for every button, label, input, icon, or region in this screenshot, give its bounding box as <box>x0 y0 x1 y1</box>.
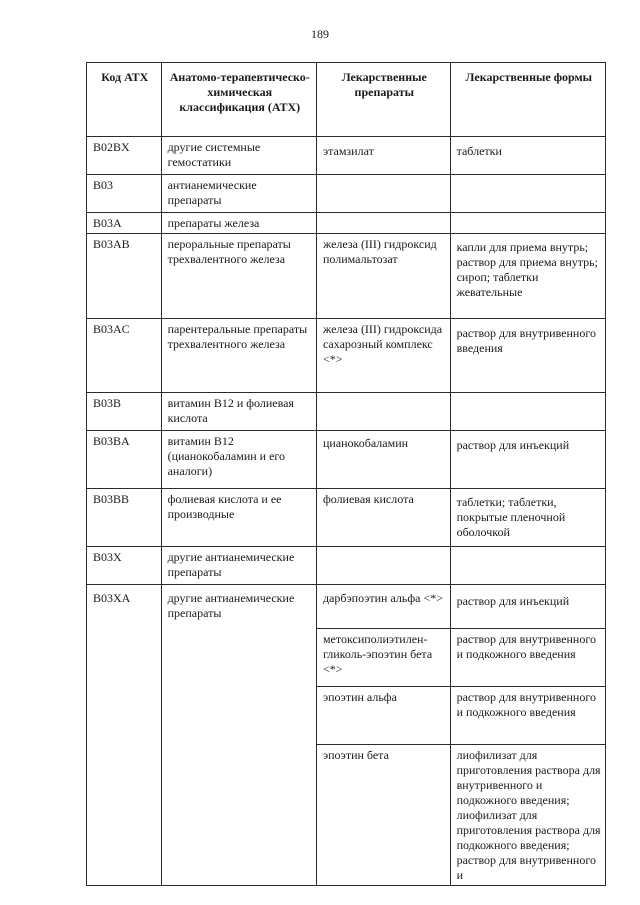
drug-cell <box>316 393 450 431</box>
classification-cell: другие системные гемостатики <box>161 137 316 175</box>
form-cell <box>450 175 605 213</box>
atx-code-cell: B03BB <box>87 489 162 547</box>
atx-code-cell: B03XA <box>87 585 162 886</box>
header-drugs: Лекарственные препараты <box>316 63 450 137</box>
header-atx-classification: Анатомо-терапевтическо-химическая классификация (АТХ) <box>161 63 316 137</box>
drug-cell: фолиевая кислота <box>316 489 450 547</box>
form-cell <box>450 213 605 234</box>
table-row <box>87 431 606 489</box>
atx-code-cell: B03A <box>87 213 162 234</box>
classification-cell: фолиевая кислота и ее производные <box>161 489 316 547</box>
form-cell: лиофилизат для приготовления раствора для внутривенного и подкожного введения; лиофилизат для приготовления раствора для подкожного введения; раствор для внутривенного и <box>450 745 605 886</box>
form-cell: раствор для инъекций <box>450 585 605 629</box>
drug-cell: этамзилат <box>316 137 450 175</box>
header-atx-code: Код АТХ <box>87 63 162 137</box>
atx-code-cell: B02BX <box>87 137 162 175</box>
table-row <box>87 547 606 585</box>
table-row <box>87 489 606 547</box>
classification-cell: антианемические препараты <box>161 175 316 213</box>
page-number: 189 <box>311 27 329 41</box>
table-row <box>87 585 606 629</box>
form-cell: раствор для внутривенного введения <box>450 319 605 393</box>
drug-cell: дарбэпоэтин альфа <*> <box>316 585 450 629</box>
drug-cell: эпоэтин альфа <box>316 687 450 745</box>
header-dosage-forms: Лекарственные формы <box>450 63 605 137</box>
classification-cell: пероральные препараты трехвалентного железа <box>161 234 316 319</box>
form-cell: раствор для внутривенного и подкожного введения <box>450 629 605 687</box>
classification-cell: парентеральные препараты трехвалентного железа <box>161 319 316 393</box>
atx-code-cell: B03AC <box>87 319 162 393</box>
form-cell: раствор для инъекций <box>450 431 605 489</box>
classification-cell: другие антианемические препараты <box>161 585 316 886</box>
drug-cell: цианокобаламин <box>316 431 450 489</box>
form-cell: капли для приема внутрь; раствор для приема внутрь; сироп; таблетки жевательные <box>450 234 605 319</box>
atx-code-cell: B03X <box>87 547 162 585</box>
table-row <box>87 213 606 234</box>
drug-cell: метоксиполиэтилен-гликоль-эпоэтин бета <*> <box>316 629 450 687</box>
table-row <box>87 234 606 319</box>
classification-cell: другие антианемические препараты <box>161 547 316 585</box>
drug-cell: железа (III) гидроксида сахарозный комплекс <*> <box>316 319 450 393</box>
form-cell: таблетки; таблетки, покрытые пленочной оболочкой <box>450 489 605 547</box>
atx-code-cell: B03 <box>87 175 162 213</box>
form-cell: таблетки <box>450 137 605 175</box>
table-row <box>87 175 606 213</box>
drug-cell: эпоэтин бета <box>316 745 450 886</box>
classification-cell: препараты железа <box>161 213 316 234</box>
form-cell: раствор для внутривенного и подкожного введения <box>450 687 605 745</box>
form-cell <box>450 547 605 585</box>
atx-code-cell: B03AB <box>87 234 162 319</box>
classification-cell: витамин B12 (цианокобаламин и его аналоги) <box>161 431 316 489</box>
atx-code-cell: B03BA <box>87 431 162 489</box>
atx-table <box>86 62 606 886</box>
atx-code-cell: B03B <box>87 393 162 431</box>
table-row <box>87 393 606 431</box>
drug-cell: железа (III) гидроксид полимальтозат <box>316 234 450 319</box>
drug-cell <box>316 213 450 234</box>
table-row <box>87 137 606 175</box>
table-row <box>87 319 606 393</box>
classification-cell: витамин B12 и фолиевая кислота <box>161 393 316 431</box>
table-header-row <box>87 63 606 137</box>
drug-cell <box>316 547 450 585</box>
form-cell <box>450 393 605 431</box>
drug-cell <box>316 175 450 213</box>
